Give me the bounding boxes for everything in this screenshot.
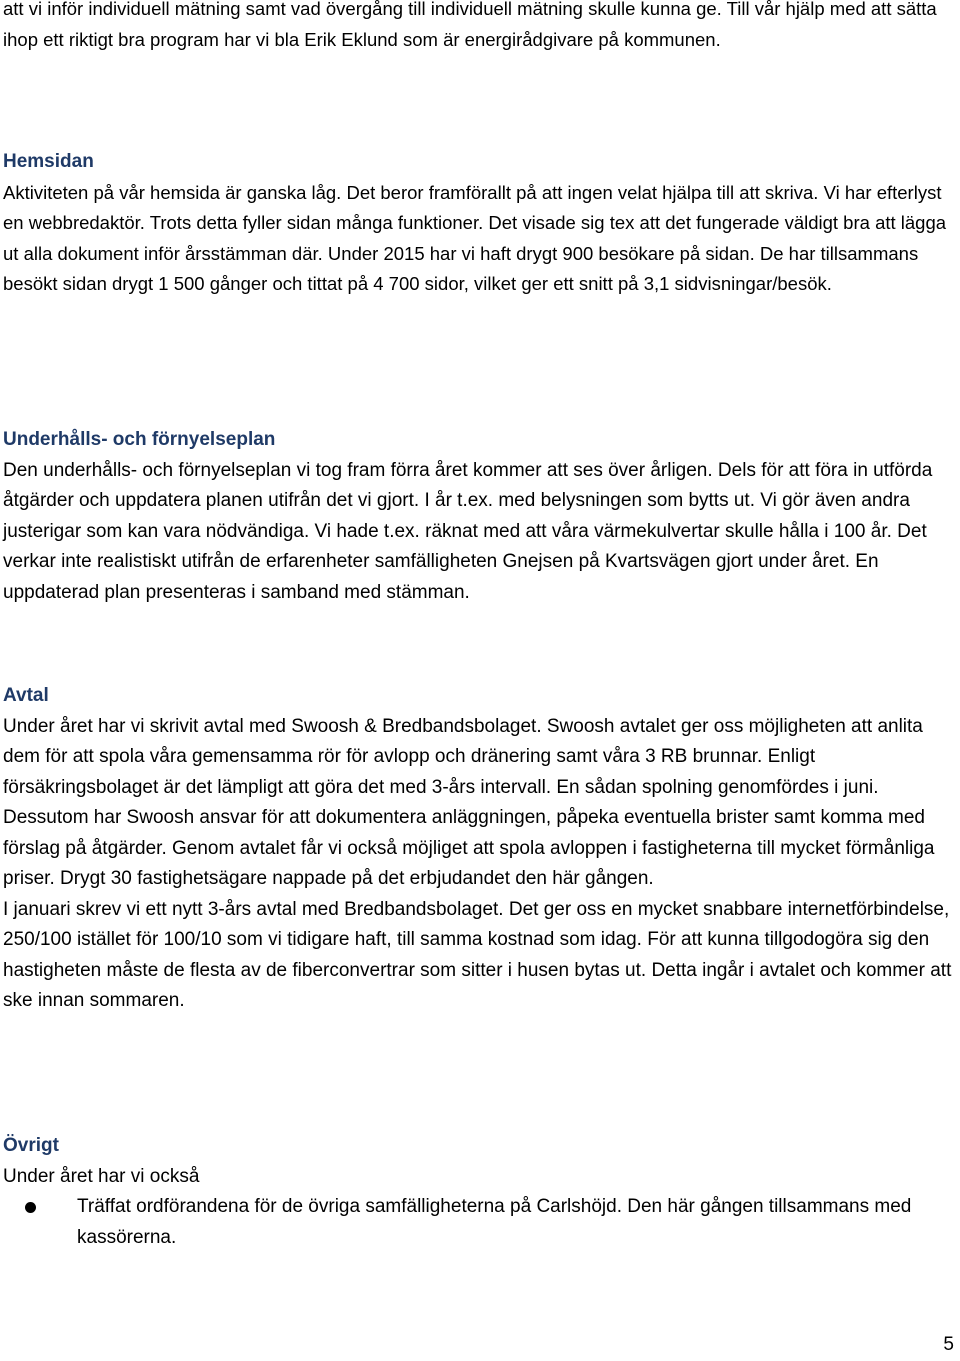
list-item <box>3 1192 958 1253</box>
intro-block <box>3 0 958 55</box>
section-heading-hemsidan: Hemsidan <box>3 151 94 172</box>
section-heading-ovrigt: Övrigt <box>3 1135 59 1156</box>
section-underhall <box>3 425 958 608</box>
section-heading-avtal: Avtal <box>3 685 49 706</box>
section-body-avtal-1: Under året har vi skrivit avtal med Swoosh & Bredbandsbolaget. Swoosh avtalet ger oss möjligheten att anlita dem för att spola våra gemensamma rör för avlopp och dränering samt våra 3 RB brunnar. Enligt försäkringsbolaget är det lämpligt att göra det med 3-års intervall. En sådan spolning genomfördes i juni. Dessutom har Swoosh ansvar för att dokumentera anläggningen, påpeka eventuella brister samt komma med förslag på åtgärder. Genom avtalet får vi också möjliget att spola avloppen i fastigheterna till mycket förmånliga priser. Drygt 30 fastighetsägare nappade på det erbjudandet den här gången. <box>3 715 935 889</box>
page-number: 5 <box>943 1334 954 1355</box>
section-body-hemsidan: Aktiviteten på vår hemsida är ganska låg. Det beror framförallt på att ingen velat hjälpa till att skriva. Vi har efterlyst en webbredaktör. Trots detta fyller sidan många funktioner. Det visade sig tex att det fungerade väldigt bra att lägga ut alla dokument inför årsstämman där. Under 2015 har vi haft drygt 900 besökare på sidan. De har tillsammans besökt sidan drygt 1 500 gånger och tittat på 4 700 sidor, vilket ger ett snitt på 3,1 sidvisningar/besök. <box>3 181 947 294</box>
section-heading-underhall: Underhålls- och förnyelseplan <box>3 429 276 450</box>
bullet-list <box>3 1192 958 1253</box>
section-body-avtal-2: I januari skrev vi ett nytt 3-års avtal med Bredbandsbolaget. Det ger oss en mycket snabbare internetförbindelse, 250/100 istället för 100/10 som vi tidigare haft, till samma kostnad som idag. För att kunna tillgodogöra sig den hastigheten måste de flesta av de fiberconvertrar som sitter i husen bytas ut. Detta ingår i avtalet och kommer att ske innan sommaren. <box>3 898 952 1011</box>
list-item-text: Träffat ordförandena för de övriga samfälligheterna på Carlshöjd. Den här gången tillsammans med kassörerna. <box>77 1196 912 1248</box>
section-hemsidan <box>3 147 958 300</box>
bullet-icon <box>25 1202 36 1213</box>
section-body-ovrigt: Under året har vi också <box>3 1165 200 1187</box>
section-body-underhall: Den underhålls- och förnyelseplan vi tog fram förra året kommer att ses över årligen. Dels för att föra in utförda åtgärder och uppdatera planen utifrån det vi gjort. I år t.ex. med belysningen som bytts ut. Vi gör även andra justerigar som kan vara nödvändiga. Vi hade t.ex. räknat med att våra värmekulvertar skulle hålla i 100 år. Det verkar inte realistiskt utifrån de erfarenheter samfälligheten Gnejsen på Kvartsvägen gjort under året. En uppdaterad plan presenteras i samband med stämman. <box>3 459 933 603</box>
section-ovrigt <box>3 1131 958 1253</box>
intro-paragraph: att vi inför individuell mätning samt vad övergång till individuell mätning skulle kunna ge. Till vår hjälp med att sätta ihop ett riktigt bra program har vi bla Erik Eklund som är energirådgivare på kommunen. <box>3 0 937 50</box>
section-avtal <box>3 681 958 1017</box>
